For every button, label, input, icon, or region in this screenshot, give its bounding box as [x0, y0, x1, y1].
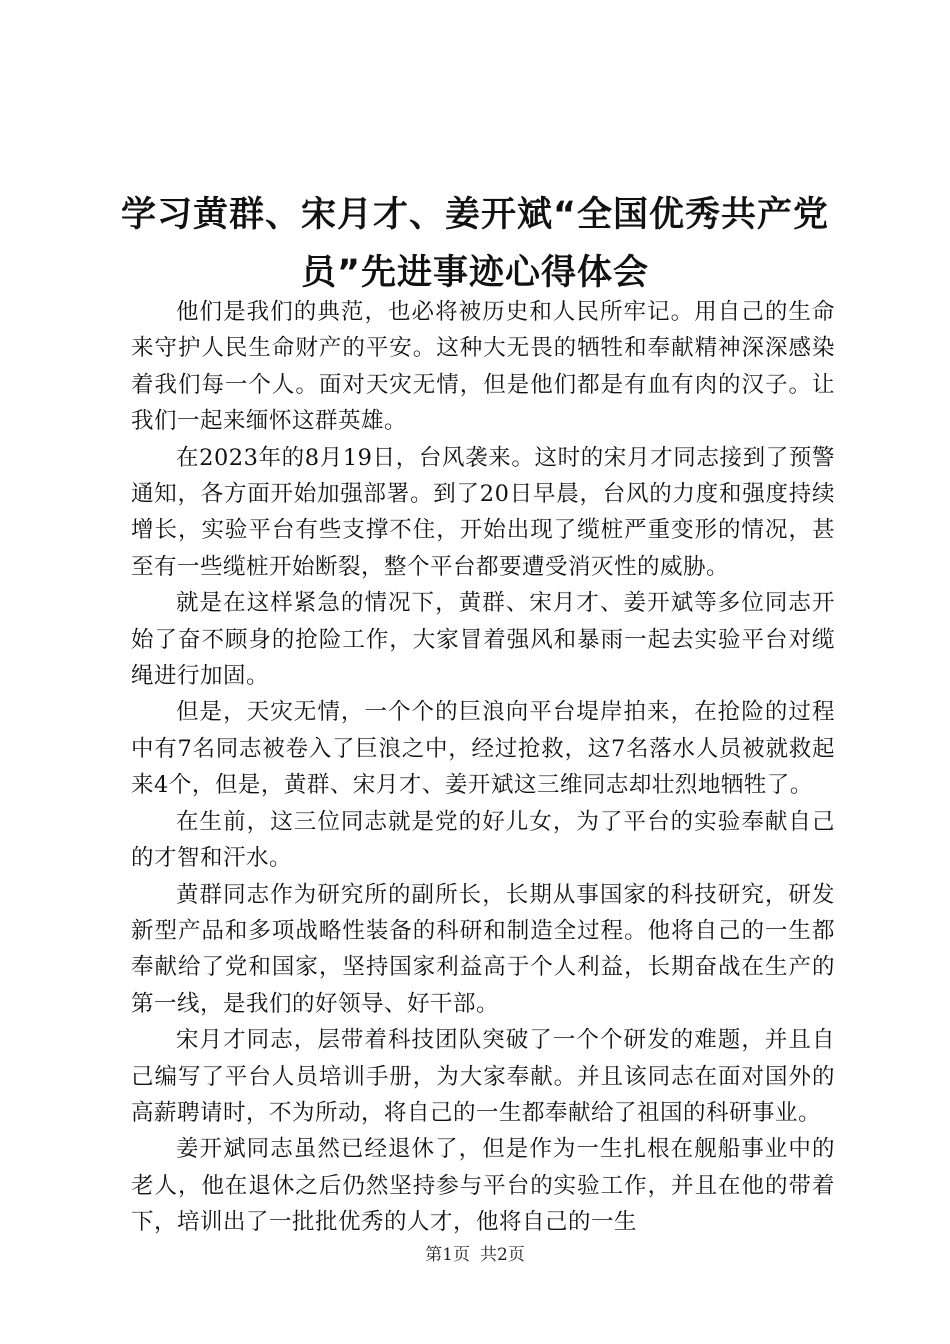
- paragraph-7: 宋月才同志，层带着科技团队突破了一个个研发的难题，并且自己编写了平台人员培训手册，为大家奉献。并且该同志在面对国外的高薪聘请时，不为所动，将自己的一生都奉献给了祖国的科研事业。: [131, 1027, 835, 1126]
- title-line-1: 学习黄群、宋月才、姜开斌“全国优秀共产党: [120, 195, 829, 235]
- page-total: 共2页: [480, 1245, 525, 1265]
- paragraph-8: 姜开斌同志虽然已经退休了，但是作为一生扎根在舰船事业中的老人，他在退休之后仍然坚持参与平台的实验工作，并且在他的带着下，培训出了一批批优秀的人才，他将自己的一生: [131, 1136, 835, 1236]
- paragraph-1: 他们是我们的典范，也必将被历史和人民所牢记。用自己的生命来守护人民生命财产的平安。这种大无畏的牺牲和奉献精神深深感染着我们每一个人。面对天灾无情，但是他们都是有血有肉的汉子。让我们一起来缅怀这群英雄。: [131, 299, 835, 435]
- title-line-2: 员”先进事迹心得体会: [300, 253, 649, 293]
- document-body: [131, 294, 835, 1241]
- paragraph-4: 但是，天灾无情，一个个的巨浪向平台堤岸拍来，在抢险的过程中有7名同志被卷入了巨浪之中，经过抢救，这7名落水人员被就救起来4个，但是，黄群、宋月才、姜开斌这三维同志却壮烈地牺牲了。: [131, 699, 835, 799]
- paragraph-3: 就是在这样紧急的情况下，黄群、宋月才、姜开斌等多位同志开始了奋不顾身的抢险工作，大家冒着强风和暴雨一起去实验平台对缆绳进行加固。: [131, 590, 835, 690]
- paragraph-2: 在2023年的8月19日，台风袭来。这时的宋月才同志接到了预警通知，各方面开始加强部署。到了20日早晨，台风的力度和强度持续增长，实验平台有些支撑不住，开始出现了缆桩严重变形的情况，甚至有一些缆桩开始断裂，整个平台都要遭受消灭性的威胁。: [131, 444, 835, 580]
- page-footer: [0, 1243, 950, 1267]
- document-title: [100, 186, 850, 302]
- page-number: 第1页: [425, 1245, 470, 1265]
- paragraph-6: 黄群同志作为研究所的副所长，长期从事国家的科技研究，研发新型产品和多项战略性装备的科研和制造全过程。他将自己的一生都奉献给了党和国家，坚持国家利益高于个人利益，长期奋战在生产的第一线，是我们的好领导、好干部。: [131, 881, 835, 1017]
- paragraph-5: 在生前，这三位同志就是党的好儿女，为了平台的实验奉献自己的才智和汗水。: [131, 808, 835, 872]
